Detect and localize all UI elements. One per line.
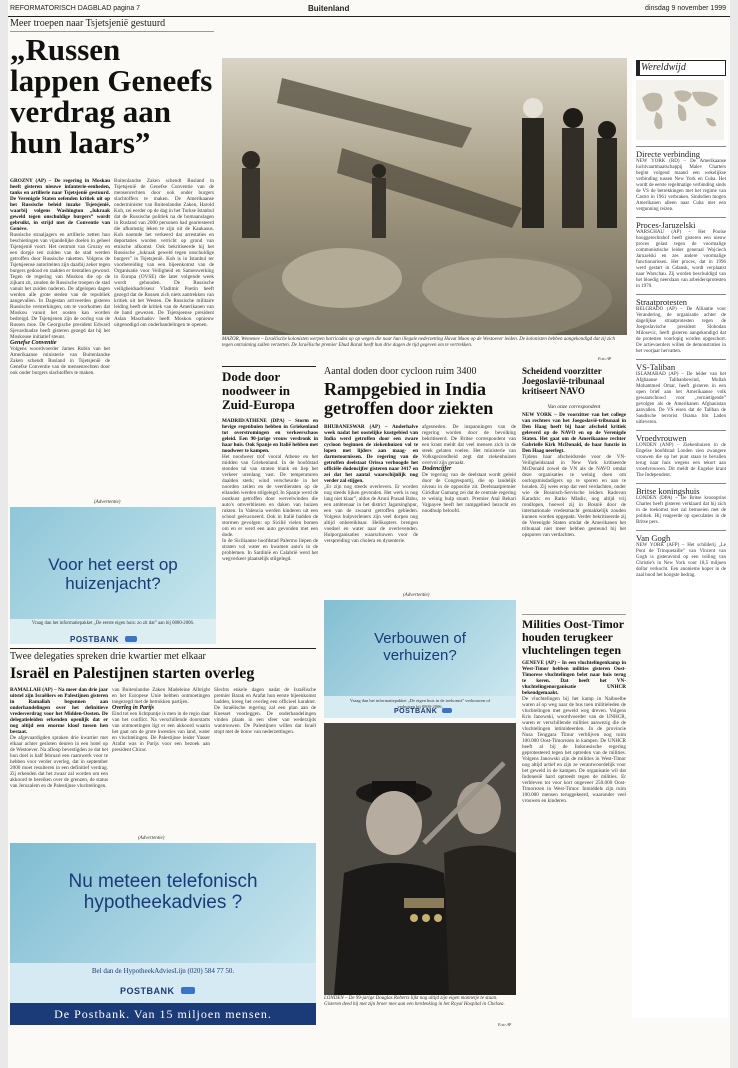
israel-body-2: van Buitenlandse Zaken Madeleine Albright en het Europese Unie hebben ontmoetingen toegezegd met de betrokken partijen. xyxy=(112,687,210,705)
israel-lead: RAMALLAH (AP) – Na meer dan drie jaar uitstel zijn Israëliers en Palestijnen gisteren in Ramallah begonnen aan onderhandelingen over het definitieve vredesverdrag voor het Midden-Oosten. De delegatieleiden erkenden openlijk dat er nog altijd een enorme kloof tussen hen bestaat. xyxy=(10,687,108,735)
main-headline: „Russen lappen Geneefs verdrag aan hun laars” xyxy=(10,32,213,160)
masthead-paper: REFORMATORISCH DAGBLAD pagina 7 xyxy=(10,5,141,12)
timor-headline: Milities Oost-Timor houden terugkeer vluchtelingen tegen xyxy=(522,617,624,657)
postbank-icon xyxy=(181,987,195,994)
ad1-title: Voor het eerst op huizenjacht? xyxy=(48,555,178,593)
navo-headline: Scheidend voorzitter Joegoslavië-tribunaal kritiseert NAVO xyxy=(522,366,605,396)
sidebar-item-title: VS-Taliban xyxy=(636,362,676,372)
main-lead: GROZNY (AP) – De regering in Moskau heeft gisteren nieuwe infanterie-eenheden, tanks en artillerie naar Tsjetsjenië gestuurd. De Verenigde Staten oefenden kritiek uit op het Russische beleid inzake Tsjetsjenië, waarbij volgens Washington „lukraak geweld tegen onschuldige burgers” wordt gebruikt, in strijd met de Conventie van Genève. xyxy=(10,178,110,232)
photo-barricades-illustration xyxy=(222,58,627,335)
ad-verbouwen[interactable] xyxy=(324,600,516,718)
sidebar-news-item xyxy=(636,294,726,359)
timor-body: De vluchtelingen bij het kamp in Naiboelbe waren al op weg naar de bus toen militieleden de vluchtelingen met geweld weg dreven. Volgens Kris Janowski, woordvoerder van de UNHCR, waren er verschillende milities aanwezig die de vluchtelingen intimideerden. In de provincie Nusa Tenggara Timur verblijven nog ruim 100.000 Oost-Timorezen in kampen. De UNHCR heeft al bij de Indonesische regering geprotesteerd tegen het optreden van de milities. Volgens Janowski zijn de milities in West-Timor nog altijd actief en zijn ze verantwoordelijk voor het geweld in de kampen. De organisatie wil dat Indonesië hard optreedt tegen de milities. Er verbleven tot voor kort ongeveer 250.000 Oost-Timorezen in West-Timor. Inmiddels zijn ruim 100.000 mensen teruggekeerd, waaronder veel vrouwen en kinderen. xyxy=(522,696,626,804)
timor-lead: GENEVE (AP) – In een vluchtelingenkamp in West-Timor hebben milities gisteren Oost-Timorese vluchtelingen belet naar huis terug te keren. Dat heeft het VN-vluchtelingenorganisatie UNHCR bekendgemaakt. xyxy=(522,660,626,696)
world-map-icon xyxy=(636,80,724,140)
navo-byline: Van onze correspondent xyxy=(547,404,601,410)
masthead-section: Buitenland xyxy=(308,4,350,13)
main-body-b: Volgens woordvoerder James Rubin van het Amerikaanse ministerie van Buitenlandse Zaken schendt Rusland in Tsjetsjenië de Genefse Conventie van de mensenrechten door ook onder burgers slachtoffers te maken. xyxy=(10,346,110,376)
sidebar-item-text: WARSCHAU (AP) – Het Poolse hooggerechtshof heeft gisteren een nieuw proces gelast tegen de voormalige communistische leider generaal Wojciech Jaruzelski en zes andere voormalige functionarissen. Het proces, dat in 1996 werd gestart in Gdansk, wordt verplaatst naar Warschau. Zij worden beschuldigd van het bloedig neerslaan van arbeidersprotesten in 1970. xyxy=(636,230,726,289)
dode-body: Het noodweer trof vooral Athene en het midden van Griekenland. In de hoofdstad stonden tal van straten blank en liep het verkeer urenlang vast. De temperaturen daalden sterk; wind verscheurde in het noorden zeilen en de veerdiensten op de eilanden werden stilgelegd. In Spanje werd de oostkust getroffen door wervelwinden die auto's omverbliezen en daken van huizen rukten. In Valencia werden kinderen uit een school geëvacueerd. Ook in Italië hadden de stormen gevolgen: op Sicilië vielen bomen om en er werd een auto gevonden met een dode. xyxy=(222,454,318,538)
navo-body: Tijdens haar afscheidsrede voor de VN-Veiligheidsraad in New York kritiseerde McDonald zowel de VN als de NAVO omdat deze organisaties te weinig doen om oorlogsmisdadigers op te sporen en aan te houden. Zij wees erop dat veel verdachten, onder wie de Bosnisch-Servische leiders Radovan Karadzic en Ratko Mladic, nog altijd vrij rondlopen, hoewel zij in Bosnië door de internationale vredesmacht gemakkelijk zouden kunnen worden opgepakt. Verder bekritiseerde zij de Verenigde Staten omdat de Amerikanen het tribunaal niet meer hebben gesteund bij het opsporen van verdachten. xyxy=(522,454,626,538)
sidebar-item-text: LONDEN (DPA) – De Britse kroonprins Charles heeft gisteren verklaard dat hij zich in de toekomst niet zal bemoeien met de politiek. Hij reageerde op speculaties in de Britse pers. xyxy=(636,496,726,525)
photo2-caption: LONDEN – De 99-jarige Douglas Roberts lijkt nog altijd zijn eigen mannetje te staan. Gisteren deed hij met zijn broer mee aan een herdenking in het Royal Hospital in Chelsea. xyxy=(324,996,505,1007)
ad3-title: Verbouwen of verhuizen? xyxy=(374,630,466,664)
sidebar-item-title: Vroedvrouwen xyxy=(636,433,687,443)
masthead-date: dinsdag 9 november 1999 xyxy=(645,5,726,12)
navo-lead: NEW YORK – De voorzitter van het college van rechters van het Joegoslavië-tribunaal in Den Haag heeft bij haar afscheid kritiek geleverd op de NAVO en op de Verenigde Staten. Het gaat om de Amerikaanse rechter Gabrielle Kirk McDonald, de haar functie in Den Haag neerlegt. xyxy=(522,412,626,454)
israel-headline: Israël en Palestijnen starten overleg xyxy=(10,665,255,682)
israel-col1 xyxy=(10,687,108,832)
israel-body-3: Eind tot een lichtpuntje is men in de regio daar van het conflict. Na verschillende doorstarts van ontmoetingen ligt er een akkoord waarin het gaat om de grote kwesties van land, water en vluchtelingen. De Palestijnse leider Yasser Arafat was in Parijs voor een bezoek aan president Chirac. xyxy=(112,711,210,753)
photo2-credit: Foto AP xyxy=(498,1022,512,1027)
sidebar-item-text: LONDEN (ANP) – Ziekenhuizen in de Engelse hoofdstad Londen zien zwangere vrouwen die op het punt staan te bevallen terug naar huis wegens een tekort aan vroedvrouwen. Dit meldt de Engelse krant The Independent. xyxy=(636,443,726,478)
israel-col3: Slechts enkele dagen nadat de Israëlische premier Barak en Arafat hun eerste bijeenkomst hadden, kreeg het overleg een officieel karakter. De Israëlische regering zal een plan aan de Knesset voorleggen. De onderhandelingen vinden plaats in een sfeer van wederzijds wantrouwen. De Palestijnen willen dat Israël stopt met de bouw van nederzettingen. xyxy=(214,687,316,735)
navo-article xyxy=(522,412,626,612)
photo1-credit: Foto AP xyxy=(598,356,612,361)
ad-hypotheekadvies[interactable] xyxy=(10,843,316,1025)
cycloon-body-2: afgesneden. De inspanningen van de regering worden door de bevolking bekritiseerd. De Britse correspondent van een krant meldt dat veel mensen zich in de steek gelaten voelen. Het ministerie van Volksgezondheid zegt dat ziekenhuizen overvol zijn geraakt. xyxy=(422,424,516,466)
cycloon-lead: BHUBANESWAR (AP) – Anderhalve week nadat het oostelijke kustgebied van India werd getroffen door een zware cycloon beginnen de ziekenhuizen vol te lopen met lijders aan maag- en darmstoornissen. De regering van de getroffen deelstaat Orissa verhoogde het officiële dodencijfer gisteren naar 3417 en zei dat het aantal waarschijnlijk nog verder zal stijgen. xyxy=(324,424,418,484)
postbank-logo xyxy=(70,635,137,644)
masthead xyxy=(8,2,730,17)
cycloon-body-3: De regering van de deelstaat wordt geleid door de Congrespartij, die op landelijk niveau in de oppositie zit. Deelstaatpremier Giridhar Gamang zei dat de centrale regering te weinig hulp stuurt. Premier Atal Behari Vajpayee heeft het rampgebied bezocht en noodhulp beloofd. xyxy=(422,472,516,514)
newspaper-page xyxy=(8,0,730,1068)
main-article-col1 xyxy=(10,178,110,498)
postbank-icon xyxy=(125,636,137,642)
sidebar-news-item xyxy=(636,146,726,217)
divider xyxy=(10,648,316,649)
ad2-footer: De Postbank. Van 15 miljoen mensen. xyxy=(10,1003,316,1025)
main-article-col2: Buitenlandse Zaken schendt Rusland in Tsjetsjenië de Genefse Conventie van de mensenrechten door ook onder burgers slachtoffers te maken. De Amerikaanse onderminister van Buitenlandse Zaken, Harold Koh, zei eerder op de dag in het Turkse Istanbul dat de Russische politiek na de bomaanslagen in Rusland van 2000 personen had gearresteerd die afkomstig leken te zijn uit de Kaukasus. Koh noemde het verkeerd dat arrestaties en deportaties worden verricht op grond van etnische afkomst. Ook bekritiseerde hij het Russische „lukraak geweld tegen onschuldige burgers” in Tsjetsjenië. Koh is in Istanbul ter voorbereiding van een bijeenkomst van de Organisatie voor Veiligheid en Samenwerking in Europa (OVSE) die later volgende week wordt gehouden. De Russische veiligheidsadviseur Vladimir Poetin heeft gezegd dat de Russen zich niets aantrekken van kritiek uit het Westen. De Russische militaire leiding heeft de kritiek van de Amerikanen van de hand gewezen. De Tsjetsjeense president Aslan Maschadov heeft Moskou opnieuw uitgenodigd om onderhandelingen te openen. xyxy=(114,178,214,328)
postbank-logo xyxy=(120,986,195,996)
dode-headline: Dode door noodweer in Zuid-Europa xyxy=(222,369,295,412)
sidebar-news-item xyxy=(636,217,726,294)
postbank-label: POSTBANK xyxy=(394,708,438,715)
dode-body-2: In de Siciliaanse hoofdstad Palermo liepen de straten vol water en kwamen auto's in de problemen. In Sardinië en Calabrië werd het wegverkeer plaatselijk stilgelegd. xyxy=(222,538,318,562)
ad3-label: (Advertentie) xyxy=(403,593,430,598)
photo-barricades xyxy=(222,58,627,335)
ad3-text: Vraag dan het informatiepakket „De eigen huis in de toekomst” verbouwen of verhuizen bij 0800-2006. xyxy=(349,698,491,709)
sidebar-item-title: Straatprotesten xyxy=(636,297,687,307)
israel-kicker: Twee delegaties spreken drie kwartier met elkaar xyxy=(10,651,206,662)
dode-lead: MADRID/ATHENE (DPA) – Storm en hevige regenbuien hebben in Griekenland tot overstromingen en verkeerschaos geleid. Een 90-jarige vrouw verdronk in haar huis. Ook Spanje en Italië hebben met noodweer te kampen. xyxy=(222,418,318,454)
cycloon-body: „Er zijn nog steeds overlevers. Er worden nog steeds lijken gevonden. Het werk is nog lang niet klaar”, aldus de Aruni Prasad Babu, een ambtenaar in het district Jagatsinghpur, een van de zwaarst getroffen gebieden. Volgens hulpverleners zijn veel dorpen nog altijd onbereikbaar. Helikopters brengen voedsel en water naar de overlevenden. Hulporganisaties waarschuwen voor de verspreiding van cholera en dysenterie. xyxy=(324,484,418,544)
sidebar-news-item xyxy=(636,530,726,583)
ad2-title: Nu meteen telefonisch hypotheekadvies ? xyxy=(68,871,258,913)
photo-veterans-illustration xyxy=(324,723,516,995)
sidebar-news-item xyxy=(636,483,726,530)
photo1-caption: MAZOR, Wemenee – Israëlische kolonisten werpen barricades op op wegen die naar hun illegale nederzetting Havat Maon op de Westoever leiden. De kolonisten hebben aangekondigd dat zij zich tegen ontruiming zullen verzetten. De Israëlische premier Ehud Barak heeft hun drie dagen de tijd gegeven om te vertrekken. xyxy=(222,337,616,348)
cycloon-headline: Rampgebied in India getroffen door ziekten xyxy=(324,379,494,418)
sidebar-item-text: BELGRADO (AP) – De Alliantie voor Verandering, de organisatie achter de dagelijkse straatprotesten tegen de Joegoslavische president Slobodan Milosevic, heeft gisteren aangekondigd dat de protesten voorlopig worden opgeschort. De actievoerders willen de demonstraties in het voorjaar hervatten. xyxy=(636,307,726,354)
ad1-label: (Advertentie) xyxy=(94,500,121,505)
sidebar-items xyxy=(636,146,726,1016)
main-kicker: Meer troepen naar Tsjetsjenië gestuurd xyxy=(10,18,166,29)
sidebar-news-item xyxy=(636,430,726,483)
sidebar-header xyxy=(636,60,726,76)
sidebar-item-title: Directe verbinding xyxy=(636,149,700,159)
ad2-text: Bel dan de HypotheekAdviesLijn (020) 584 77 50. xyxy=(91,967,235,975)
sidebar-item-text: ISLAMABAD (AP) – De leider van het Afghaanse Talibanbewind, Mullah Mohammed Omar, heeft gisteren in een open brief aan het Amerikaanse volk gewaarschuwd voor „vernietigende” gevolgen als de Amerikanen Afghanistan aanvallen. De VS eisen dat de Taliban de Saudische terrorist Osama bin Laden uitleveren. xyxy=(636,372,726,425)
sidebar-item-title: Proces-Jaruzelski xyxy=(636,220,696,230)
cycloon-subhead: Dodencijfer xyxy=(422,466,452,472)
ad-huizenjacht[interactable] xyxy=(10,507,216,644)
sidebar-item-text: NEW YORK (AFP) – Het schilderij „Le Pont de Trinquetaille” van Vincent van Gogh is gisteravond op een veiling van Christie's in New York voor 18,5 miljoen dollar verkocht. Een anonieme koper in de zaal bood het hoogste bedrag. xyxy=(636,543,726,578)
photo-veterans xyxy=(324,723,516,995)
israel-body: De afgevaardigden spraken drie kwartier met elkaar achter gesloten deuren in een hotel op de Westoever. Na afloop bevestigden ze dat het hun doel is half februari een raamwerk voor te hebben voor verder overleg, dat in september 2000 moet resulteren in een definitief verdrag. Zij erkenden dat het zwaar zal worden om een akkoord te bereiken over de grenzen, de status van Jeruzalem en de Palestijnse vluchtelingen. xyxy=(10,735,108,789)
globe-icon xyxy=(637,61,640,75)
postbank-label: POSTBANK xyxy=(120,986,175,996)
timor-article xyxy=(522,660,626,1014)
divider xyxy=(522,614,626,615)
ad1-text: Vraag dan het informatiepakket „De eerste eigen huis: zo zit dat” aan bij 0800-2006. xyxy=(31,621,195,626)
postbank-label: POSTBANK xyxy=(70,635,119,644)
cycloon-col2 xyxy=(422,424,516,592)
sidebar-item-title: Britse koningshuis xyxy=(636,486,700,496)
sidebar-title: Wereldwijd xyxy=(641,62,686,73)
postbank-icon xyxy=(442,708,452,713)
main-subhead: Genefse Conventie xyxy=(10,340,57,346)
israel-col2 xyxy=(112,687,210,832)
main-body: Russische straaljagers en artillerie zetten hun beschietingen van vijandelijke doelen in geheel Tsjetsjenië voort. Het centrum van Grozny en een dorpje ten zuiden van de stad werden getroffen door Russische raketten. Volgens de Tsjetsjeense autoriteiten zijn daarbij zeker tegen burgers gedood en raakten er tientallen gewond. Tegen de regering van Moskou die op de zijkant zit, zouden de Russische troepen de stad vanuit het zuiden naderen. De afgelopen dagen werden alle grote steden van de republiek aangevallen. In Dagestan arriveerden gisteren Russische versterkingen, om te voorkomen dat Moskou vanuit het oosten kan worden bedreigd. De Tsjetsjenen zijn de oorlog van de Russen moe. De Georgische president Edward Sjevardnadze heeft gisteren gezegd dat hij het Moskouse initiatief steunt. xyxy=(10,232,110,340)
postbank-logo xyxy=(394,708,452,715)
sidebar-news-item xyxy=(636,359,726,430)
divider xyxy=(222,366,316,367)
cycloon-kicker: Aantal doden door cycloon ruim 3400 xyxy=(324,366,477,377)
cycloon-col1 xyxy=(324,424,418,592)
ad2-label: (Advertentie) xyxy=(138,836,165,841)
israel-subhead: Overleg in Parijs xyxy=(112,705,154,711)
sidebar-item-text: NEW YORK (RD) – De Amerikaanse luchtvaartmaatschappij Malev Charters begint volgend maand een wekelijkse verbinding tussen New York en Cuba. Het wordt de eerste regelmatige verbinding sinds de VS de betrekkingen met het regime van Castro in 1961 verbraken. Sindsdien mogen Amerikanen alleen naar Cuba met een vergunning reizen. xyxy=(636,159,726,212)
sidebar-item-title: Van Gogh xyxy=(636,533,671,543)
